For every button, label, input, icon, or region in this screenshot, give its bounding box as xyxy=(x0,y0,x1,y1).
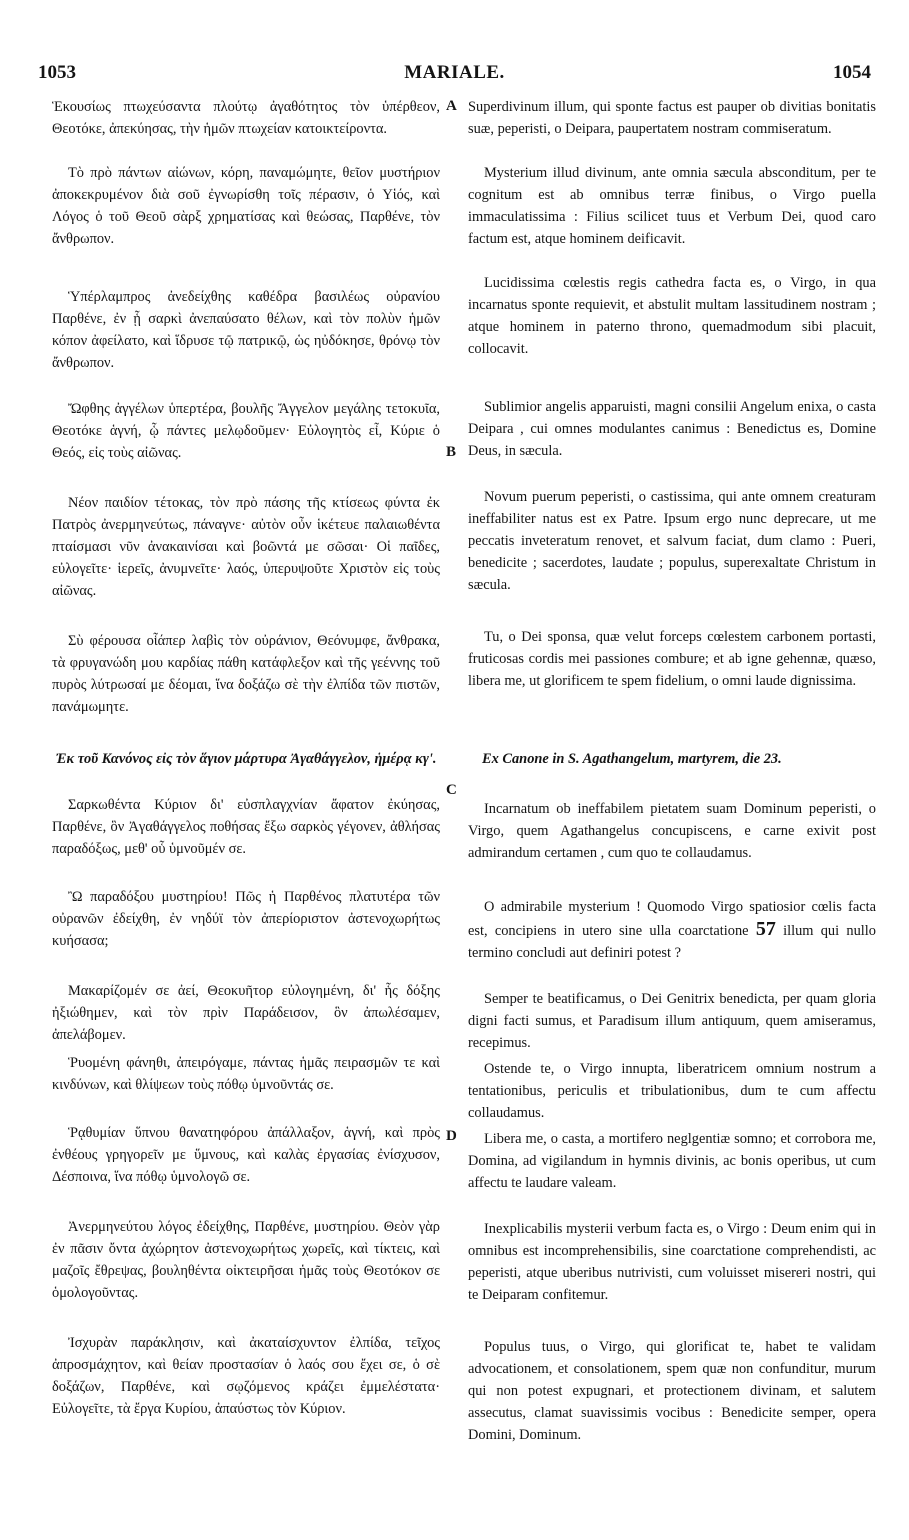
greek-paragraph: Ὢ παραδόξου μυστηρίου! Πῶς ἡ Παρθένος πλατυτέρα τῶν οὐρανῶν ἐδείχθη, ἐν νηδύϊ τὸν ἀπερίοριστον ἀστενοχωρήτως κυήσασα; xyxy=(52,889,440,949)
latin-paragraph: Novum puerum peperisti, o castissima, qui ante omnem creaturam ineffabiliter natus est ex Patre. Ipsum ergo nunc deprecare, ut me peccatis inveteratum renovet, et salvum faciat, dum clamo : Pueri, benedicite ; sacerdotes, laudate ; populus, superexaltate Christum in sæcula. xyxy=(468,489,876,593)
running-title: MARIALE. xyxy=(404,62,505,83)
folio-number: 57 xyxy=(755,918,776,940)
latin-paragraph-text: O admirabile mysterium ! Quomodo Virgo spatiosior cœlis facta est, concipiens in utero sine ulla coarctatione xyxy=(468,899,876,939)
greek-paragraph: Ῥᾳθυμίαν ὕπνου θανατηφόρου ἀπάλλαξον, ἁγνή, καὶ πρὸς ἐνθέους γρηγορεῖν με ὕμνους, καὶ καλὰς ἐργασίας ἐνίσχυσον, Δέσποινα, ἵνα πόθῳ ὑμνολογῶ σε. xyxy=(52,1125,440,1185)
latin-paragraph: Tu, o Dei sponsa, quæ velut forceps cœlestem carbonem portasti, fruticosas cordis mei passiones combure; et ab igne gehennæ, quæso, libera me, ut glorificem te spem fidelium, o omni laude dignissima. xyxy=(468,629,876,689)
greek-paragraph: Τὸ πρὸ πάντων αἰώνων, κόρη, παναμώμητε, θεῖον μυστήριον ἀποκεκρυμένον διὰ σοῦ ἐγνωρίσθη τοῖς πέρασιν, ὁ Υἱός, καὶ Λόγος ὁ τοῦ Θεοῦ σὰρξ χρηματίσας καὶ θεώσας, Παρθένε, τὸν ἄνθρωπον. xyxy=(52,165,440,247)
section-marker-d: D xyxy=(446,1128,457,1144)
latin-paragraph: Lucidissima cœlestis regis cathedra facta es, o Virgo, in qua incarnatus sponte requievit, et abstulit multam lassitudinem nostram ; atque hominem in paterno throno, quemadmodum sibi placuit, collocavit. xyxy=(468,275,876,357)
latin-paragraph: Superdivinum illum, qui sponte factus est pauper ob divitias bonitatis suæ, peperisti, o Deipara, paupertatem nostram commiseratum. xyxy=(468,99,876,137)
latin-paragraph: Semper te beatificamus, o Dei Genitrix benedicta, per quam gloria digni facti sumus, et Paradisum illum antiquum, quem amiseramus, recepimus. xyxy=(468,991,876,1051)
greek-paragraph: Ὤφθης ἀγγέλων ὑπερτέρα, βουλῆς Ἄγγελον μεγάλης τετοκυῖα, Θεοτόκε ἁγνή, ᾧ πάντες μελῳδοῦμεν· Εὐλογητὸς εἶ, Κύριε ὁ Θεός, εἰς τοὺς αἰῶνας. xyxy=(52,401,440,461)
latin-paragraph: Incarnatum ob ineffabilem pietatem suam Dominum peperisti, o Virgo, quem Agathangelus concupiscens, e carne exivit post admirandum certamen , cum quo te collaudamus. xyxy=(468,801,876,861)
page-number-right: 1054 xyxy=(833,62,871,83)
latin-canon-heading: Ex Canone in S. Agathangelum, martyrem, die 23. xyxy=(482,751,782,767)
greek-paragraph: Ἰσχυρὰν παράκλησιν, καὶ ἀκαταίσχυντον ἐλπίδα, τεῖχος ἀπροσμάχητον, καὶ θείαν προστασίαν ὁ λαός σου ἔχει σε, ὁ σὲ δοξάζων, Παρθένε, καὶ σῳζόμενος κράζει ἐμμελέστατα· Εὐλογεῖτε, τὰ ἔργα Κυρίου, ἀπαύστως τὸν Κύριον. xyxy=(52,1335,440,1417)
latin-paragraph xyxy=(468,896,876,964)
greek-paragraph: Νέον παιδίον τέτοκας, τὸν πρὸ πάσης τῆς κτίσεως φύντα ἐκ Πατρὸς ἀνερμηνεύτως, πάναγνε· αὐτὸν οὖν ἱκέτευε παλαιωθέντα πταίσμασι νῦν ἀνακαινίσαι καὶ βοῶντά με σῶσαι· Οἱ παῖδες, εὐλογεῖτε· ἱερεῖς, ἀνυμνεῖτε· λαός, ὑπερυψοῦτε Χριστὸν εἰς τοὺς αἰῶνας. xyxy=(52,495,440,599)
section-marker-b: B xyxy=(446,444,457,460)
section-marker-c: C xyxy=(446,782,457,798)
greek-paragraph: Ὑπέρλαμπρος ἀνεδείχθης καθέδρα βασιλέως οὐρανίου Παρθένε, ἐν ᾗ σαρκὶ ἀνεπαύσατο θέλων, καὶ τὸν πολὺν ἡμῶν κόπον ἀφείλατο, καὶ ἵδρυσε τῷ πατρικῷ, ὡς ηὐδόκησε, θρόνῳ τὸν ἄνθρωπον. xyxy=(52,289,440,371)
latin-paragraph: Mysterium illud divinum, ante omnia sæcula absconditum, per te cognitum est ab omnibus terræ finibus, o Virgo puella immaculatissima : Filius scilicet tuus et Verbum Dei, quod caro factum est, atque hominem deificavit. xyxy=(468,165,876,247)
latin-paragraph: Libera me, o casta, a mortifero neglgentiæ somno; et corrobora me, Domina, ad vigilandum in hymnis divinis, ac bonis operibus, ut cum affectu te laudare valeam. xyxy=(468,1131,876,1191)
greek-paragraph: Ῥυομένη φάνηθι, ἀπειρόγαμε, πάντας ἡμᾶς πειρασμῶν τε καὶ κινδύνων, καὶ θλίψεων τοὺς πόθῳ ὑμνοῦντάς σε. xyxy=(52,1055,440,1093)
page-header xyxy=(0,62,909,96)
latin-paragraph: Populus tuus, o Virgo, qui glorificat te, habet te validam advocationem, et consolationem, spem quæ non confunditur, murum qui non potest expugnari, et protectionem divinam, et salutem assecutus, clamat suavissimis vocibus : Benedicite semper, opera Domini, Dominum. xyxy=(468,1339,876,1443)
latin-paragraph: Inexplicabilis mysterii verbum facta es, o Virgo : Deum enim qui in omnibus est incomprehensibilis, sine coarctatione comprehendisti, ac peperisti, atque uberibus nutrivisti, cum voluisset misereri nostri, qui te Deiparam confitemur. xyxy=(468,1221,876,1303)
greek-paragraph: Σὺ φέρουσα οἷάπερ λαβὶς τὸν οὐράνιον, Θεόνυμφε, ἄνθρακα, τὰ φρυγανώδη μου καρδίας πάθη κατάφλεξον καὶ τῆς γεέννης τοῦ πυρὸς λύτρωσαί με δέομαι, ἵνα δοξάζω σὲ τὴν ἐλπίδα τῶν πιστῶν, πανάμωμητε. xyxy=(52,633,440,715)
greek-paragraph: Ἀνερμηνεύτου λόγος ἐδείχθης, Παρθένε, μυστηρίου. Θεὸν γὰρ ἐν πᾶσιν ὄντα ἀχώρητον ἀστενοχωρήτως χωρεῖς, καὶ τίκτεις, καὶ μαζοῖς ἔθρεψας, βουληθέντα οἰκτειρῆσαι ἡμᾶς τοὺς Θεοτόκον σε ὁμολογοῦντας. xyxy=(52,1219,440,1301)
greek-paragraph: Ἑκουσίως πτωχεύσαντα πλούτῳ ἀγαθότητος τὸν ὑπέρθεον, Θεοτόκε, ἀπεκύησας, τὴν ἡμῶν πτωχείαν κατοικτείροντα. xyxy=(52,99,440,137)
latin-paragraph-text: illum qui nullo termino concludi aut definiri potest ? xyxy=(468,923,876,961)
section-marker-a: A xyxy=(446,98,457,114)
page-number-left: 1053 xyxy=(38,62,76,83)
latin-paragraph: Ostende te, o Virgo innupta, liberatricem omnium nostrum a tentationibus, periculis et tribulationibus, dum te cum affectu collaudamus. xyxy=(468,1061,876,1121)
latin-paragraph: Sublimior angelis apparuisti, magni consilii Angelum enixa, o casta Deipara , cui omnes modulantes canimus : Benedictus es, Domine Deus, in sæcula. xyxy=(468,399,876,459)
greek-paragraph: Μακαρίζομέν σε ἀεί, Θεοκυῆτορ εὐλογημένη, δι' ἧς δόξης ἠξιώθημεν, καὶ τὸν πρὶν Παράδεισον, ὃν ἀπωλέσαμεν, ἀπελάβομεν. xyxy=(52,983,440,1043)
greek-paragraph: Σαρκωθέντα Κύριον δι' εὐσπλαγχνίαν ἄφατον ἐκύησας, Παρθένε, ὃν Ἀγαθάγγελος ποθήσας ἔξω σαρκὸς γέγονεν, ἀθλήσας παραδόξως, μεθ' οὗ ὑμνοῦμέν σε. xyxy=(52,797,440,857)
greek-canon-heading: Ἐκ τοῦ Κανόνος εἰς τὸν ἅγιον μάρτυρα Ἀγαθάγγελον, ἡμέρᾳ κγ'. xyxy=(55,751,437,767)
